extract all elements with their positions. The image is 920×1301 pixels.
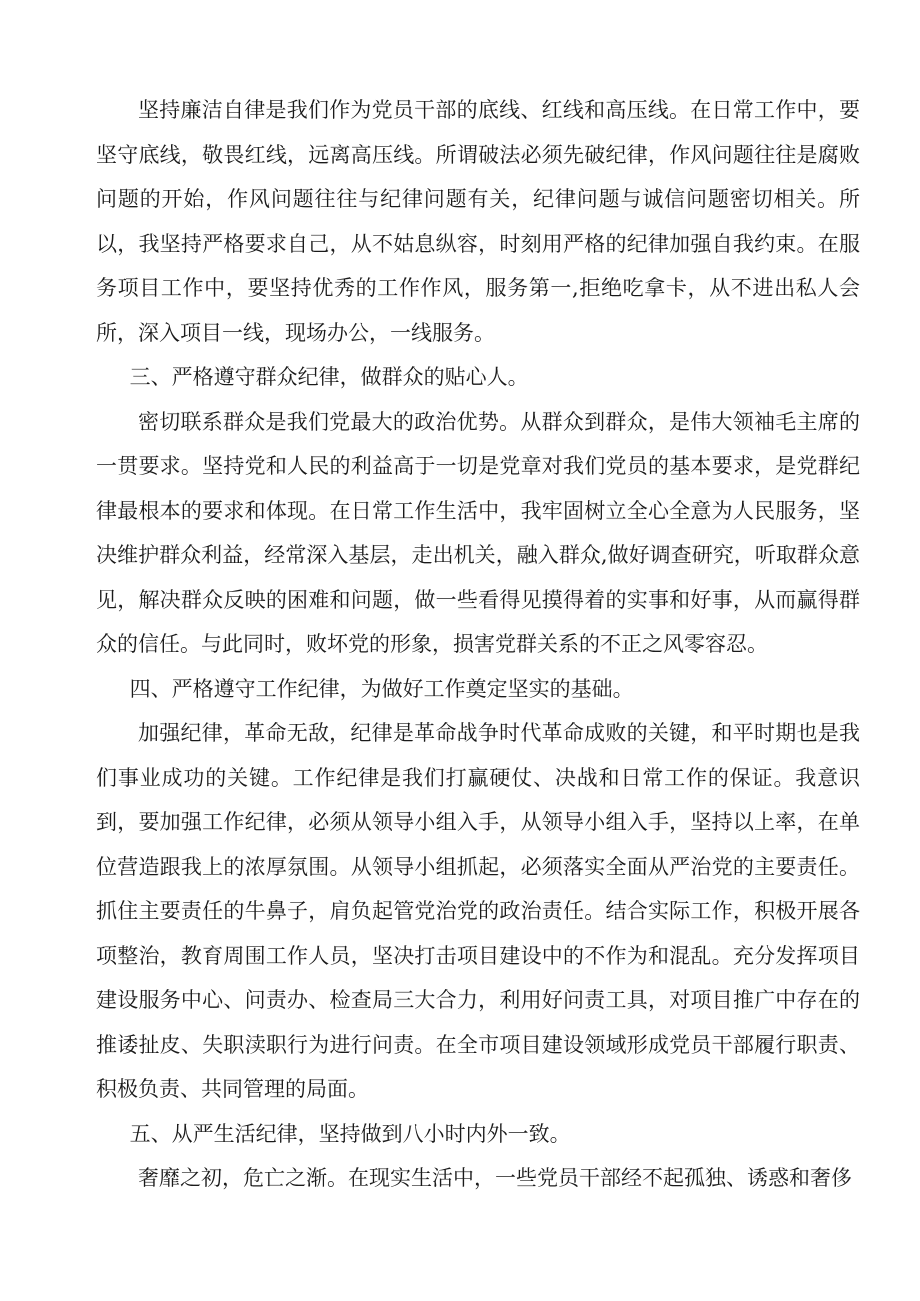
section-heading-work-discipline: 四、严格遵守工作纪律，为做好工作奠定坚实的基础。 (129, 676, 634, 701)
section-heading-mass-discipline: 三、严格遵守群众纪律，做群众的贴心人。 (129, 365, 529, 389)
section-heading-life-discipline: 五、从严生活纪律，坚持做到八小时内外一致。 (129, 1121, 571, 1146)
document-body (96, 88, 860, 1201)
paragraph-integrity: 坚持廉洁自律是我们作为党员干部的底线、红线和高压线。在日常工作中，要坚守底线，敬畏红线，远离高压线。所谓破法必须先破纪律，作风问题往往是腐败问题的开始，作风问题往往与纪律问题有关，纪律问题与诚信问题密切相关。所以，我坚持严格要求自己，从不姑息纵容，时刻用严格的纪律加强自我约束。在服务项目工作中，要坚持优秀的工作作风，服务第一,拒绝吃拿卡，从不进出私人会所，深入项目一线，现场办公，一线服务。 (96, 98, 860, 345)
paragraph-work-discipline: 加强纪律，革命无敌，纪律是革命战争时代革命成败的关键，和平时期也是我们事业成功的关键。工作纪律是我们打赢硬仗、决战和日常工作的保证。我意识到，要加强工作纪律，必须从领导小组入手，从领导小组入手，坚持以上率，在单位营造跟我上的浓厚氛围。从领导小组抓起，必须落实全面从严治党的主要责任。抓住主要责任的牛鼻子，肩负起管党治党的政治责任。结合实际工作，积极开展各项整治，教育周围工作人员，坚决打击项目建设中的不作为和混乱。充分发挥项目建设服务中心、问责办、检查局三大合力，利用好问责工具，对项目推广中存在的推诿扯皮、失职渎职行为进行问责。在全市项目建设领域形成党员干部履行职责、积极负责、共同管理的局面。 (96, 721, 860, 1101)
paragraph-life-discipline: 奢靡之初，危亡之渐。在现实生活中，一些党员干部经不起孤独、诱惑和奢侈 (138, 1166, 852, 1190)
paragraph-mass-discipline: 密切联系群众是我们党最大的政治优势。从群众到群众，是伟大领袖毛主席的一贯要求。坚持党和人民的利益高于一切是党章对我们党员的基本要求，是党群纪律最根本的要求和体现。在日常工作生活中，我牢固树立全心全意为人民服务，坚决维护群众利益，经常深入基层，走出机关，融入群众,做好调查研究，听取群众意见，解决群众反映的困难和问题，做一些看得见摸得着的实事和好事，从而赢得群众的信任。与此同时，败坏党的形象，损害党群关系的不正之风零容忍。 (96, 409, 860, 656)
